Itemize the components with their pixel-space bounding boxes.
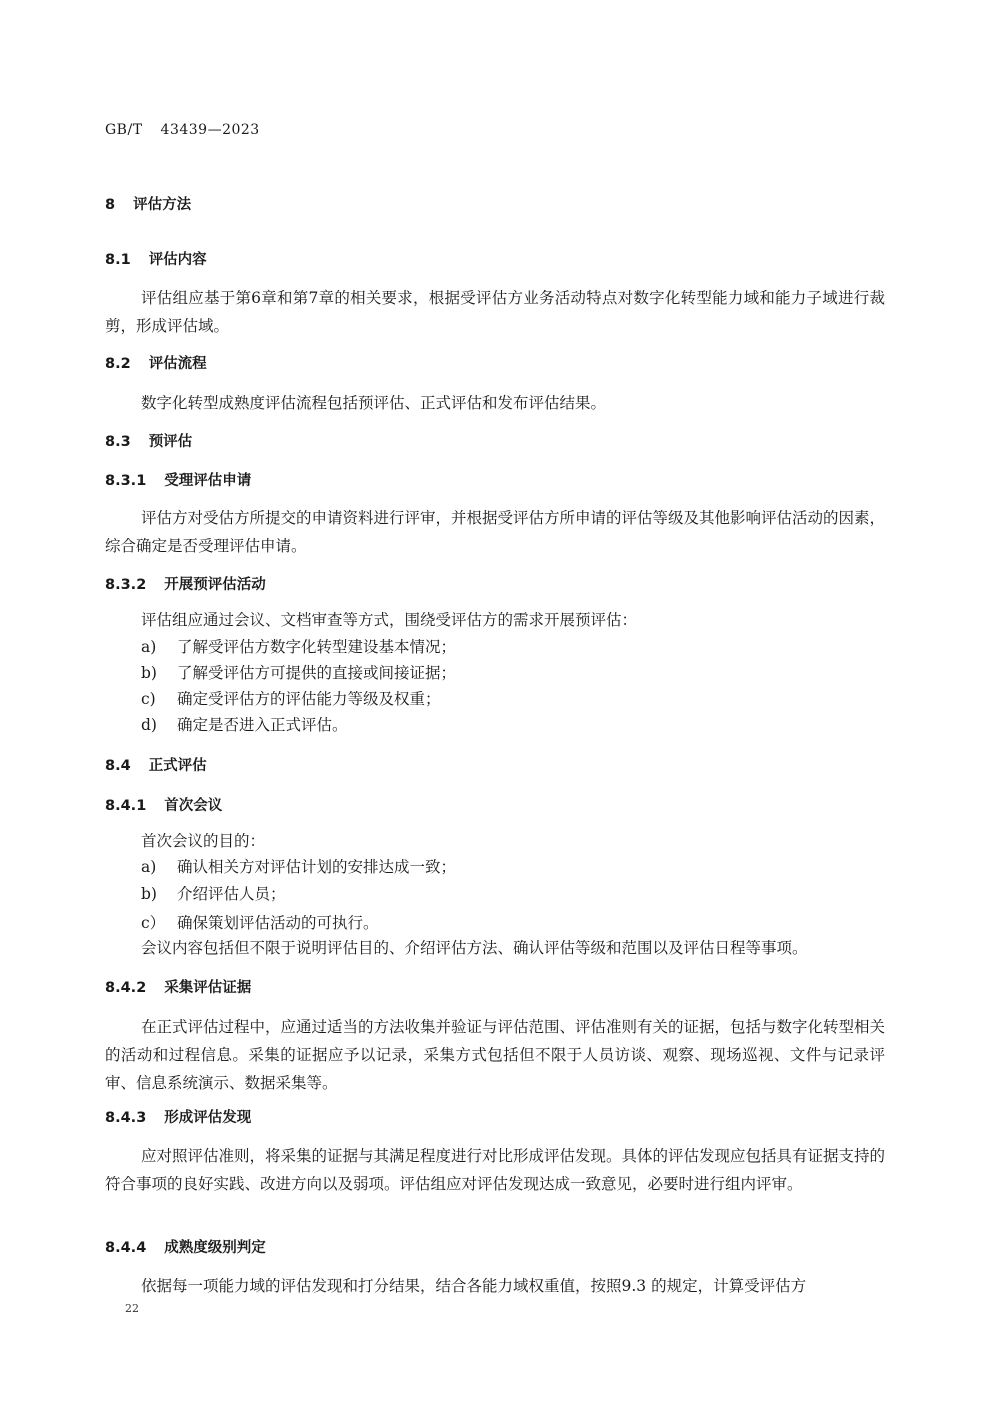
section-heading-8-3-1: 8.3.1 受理评估申请 xyxy=(105,473,252,489)
section-heading-8-3: 8.3 预评估 xyxy=(105,434,193,450)
section-heading-8-3-2: 8.3.2 开展预评估活动 xyxy=(105,577,266,593)
section-heading-8-4: 8.4 正式评估 xyxy=(105,758,207,774)
page-number: 22 xyxy=(125,1302,139,1315)
paragraph-8-3-2-intro: 评估组应通过会议、文档审查等方式，围绕受评估方的需求开展预评估： xyxy=(141,611,638,629)
list-item: c） 确保策划评估活动的可执行。 xyxy=(141,914,379,932)
paragraph-8-4-1-tail: 会议内容包括但不限于说明评估目的、介绍评估方法、确认评估等级和范围以及评估日程等事项。 xyxy=(141,939,808,957)
section-heading-8-4-3: 8.4.3 形成评估发现 xyxy=(105,1110,252,1126)
list-item: b) 了解受评估方可提供的直接或间接证据； xyxy=(141,664,457,682)
list-item: c) 确定受评估方的评估能力等级及权重； xyxy=(141,690,441,708)
paragraph-8-1: 评估组应基于第6章和第7章的相关要求，根据受评估方业务活动特点对数字化转型能力域和能力子域进行裁剪，形成评估域。 xyxy=(105,289,885,335)
paragraph-8-4-4: 依据每一项能力域的评估发现和打分结果，结合各能力域权重值，按照9.3 的规定，计算受评估方 xyxy=(141,1277,807,1295)
paragraph-8-4-3: 应对照评估准则，将采集的证据与其满足程度进行对比形成评估发现。具体的评估发现应包括具有证据支持的符合事项的良好实践、改进方向以及弱项。评估组应对评估发现达成一致意见，必要时进行组内评审。 xyxy=(105,1147,886,1193)
paragraph-8-4-2: 在正式评估过程中，应通过适当的方法收集并验证与评估范围、评估准则有关的证据，包括与数字化转型相关的活动和过程信息。采集的证据应予以记录，采集方式包括但不限于人员访谈、观察、现场巡视、文件与记录评审、信息系统演示、数据采集等。 xyxy=(105,1018,886,1092)
section-heading-8-4-1: 8.4.1 首次会议 xyxy=(105,798,223,814)
standard-number: GB/T 43439—2023 xyxy=(105,122,260,138)
paragraph-8-2: 数字化转型成熟度评估流程包括预评估、正式评估和发布评估结果。 xyxy=(141,394,607,412)
section-heading-8-2: 8.2 评估流程 xyxy=(105,356,207,372)
list-item: d) 确定是否进入正式评估。 xyxy=(141,716,348,734)
section-heading-8-4-4: 8.4.4 成熟度级别判定 xyxy=(105,1240,266,1256)
list-item: a) 确认相关方对评估计划的安排达成一致； xyxy=(141,858,457,876)
paragraph-8-4-1-intro: 首次会议的目的： xyxy=(141,832,266,850)
list-item: b) 介绍评估人员； xyxy=(141,885,286,903)
list-item: a) 了解受评估方数字化转型建设基本情况； xyxy=(141,638,457,656)
section-heading-8-4-2: 8.4.2 采集评估证据 xyxy=(105,980,252,996)
section-heading-8: 8 评估方法 xyxy=(105,197,192,213)
section-heading-8-1: 8.1 评估内容 xyxy=(105,252,207,268)
paragraph-8-3-1: 评估方对受估方所提交的申请资料进行评审，并根据受评估方所申请的评估等级及其他影响评估活动的因素，综合确定是否受理评估申请。 xyxy=(105,509,886,555)
